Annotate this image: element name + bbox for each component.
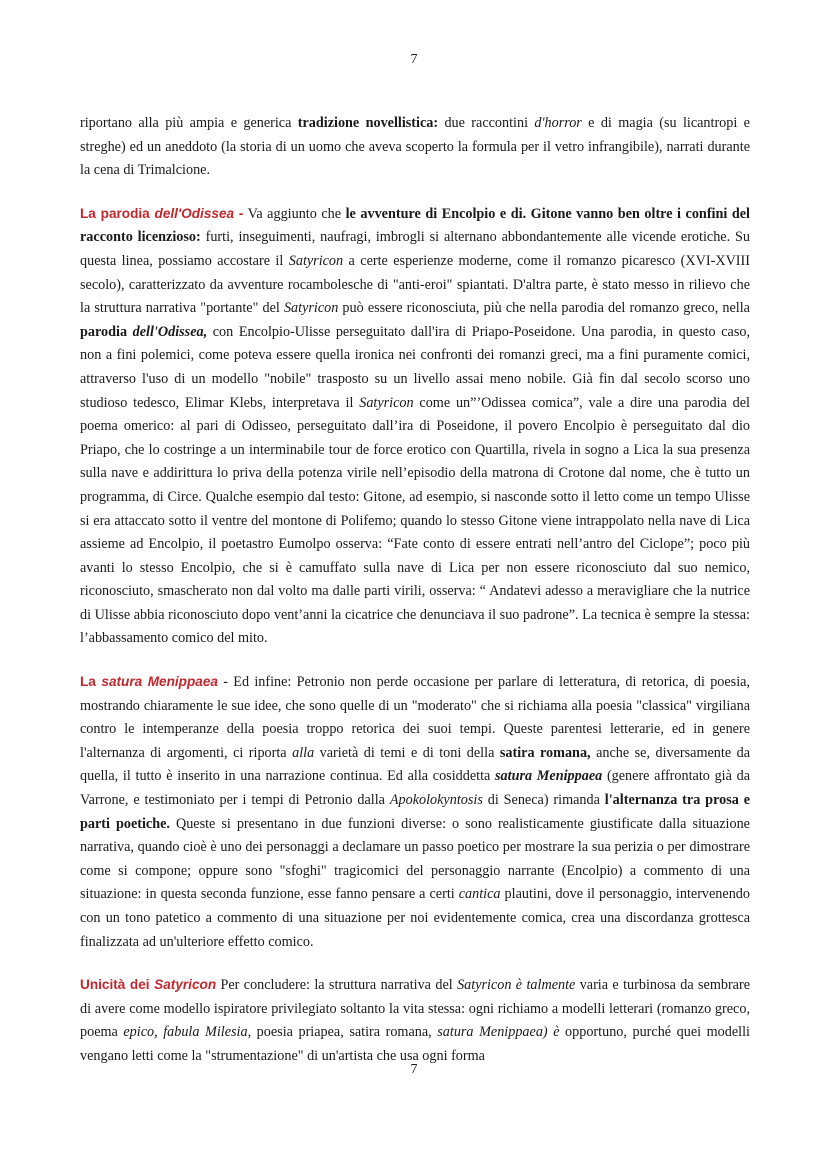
section-heading-satura: La satura Menippaea: [80, 674, 218, 690]
page-body: [80, 112, 750, 1088]
paragraph-parodia-odissea: La parodia dell'Odissea - Va aggiunto che le avventure di Encolpio e di. Gitone vanno ben oltre i confini del racconto licenzioso: furti, inseguimenti, naufragi, imbrogli si alternano abbondantemente alle vicende erotiche. Su questa linea, possiamo accostare il Satyricon a certe esperienze moderne, come il romanzo picaresco (XVI-XVIII secolo), caratterizzato da avventure rocambolesche di "anti-eroi" spiantati. D'altra parte, è stato messo in rilievo che la struttura narrativa "portante" del Satyricon può essere riconosciuta, più che nella parodia del romanzo greco, nella parodia dell'Odissea, con Encolpio-Ulisse perseguitato dall'ira di Priapo-Poseidone. Una parodia, in questo caso, non a fini polemici, come poteva essere quella ironica nei confronti dei romanzi greci, ma a fini puramente comici, attraverso l'uso di un modello "nobile" trasposto su un livello assai meno nobile. Già fin dal secolo scorso uno studioso tedesco, Elimar Klebs, interpretava il Satyricon come un”’Odissea comica”, vale a dire una parodia del poema omerico: al pari di Odisseo, perseguitato dall’ira di Poseidone, il povero Encolpio è perseguitato dal dio Priapo, che lo costringe a un interminabile tour de force erotico con Quartilla, rivela in sogno a Lica la sua presenza sulla nave e addirittura lo priva della potenza virile nell’episodio della matrona di Crotone dal nome, che è tutto un programma, di Circe. Qualche esempio dal testo: Gitone, ad esempio, si nasconde sotto il letto come un tempo Ulisse si era attaccato sotto il ventre del montone di Polifemo; quando lo stesso Gitone viene intrappolato nella nave di Lica assieme ad Encolpio, il poetastro Eumolpo osserva: “Fate conto di essere entrati nell’antro del Ciclope”; poco più avanti lo stesso Encolpio, che si è camuffato sulla nave di Lica per non essere riconosciuto dal suo nemico, riconosciuto, smascherato non dal volto ma dalle parti virili, osserva: “ Andatevi adesso a meravigliare che la nutrice di Ulisse abbia riconosciuto dopo vent’anni la cicatrice che denunciava il suo padrone”. La tecnica è sempre la stessa: l’abbassamento comico del mito.: [80, 205, 751, 647]
section-heading-parodia: La parodia dell'Odissea -: [80, 205, 244, 221]
section-heading-unicita: Unicità dei Satyricon: [80, 977, 217, 993]
page-number-bottom: 7: [410, 1062, 418, 1077]
paragraph-novellistica: riportano alla più ampia e generica tradizione novellistica: due raccontini d'horror e di magia (su licantropi e streghe) ed un aneddoto (la storia di un uomo che aveva scoperto la formula per il vetro infrangibile), narrati durante la cena di Trimalcione.: [80, 115, 750, 179]
paragraph-unicita: Unicità dei Satyricon Per concludere: la struttura narrativa del Satyricon è talmente varia e turbinosa da sembrare di avere come modello ispiratore privilegiato soltanto la vita stessa: ogni richiamo a modelli letterari (romanzo greco, poema epico, fabula Milesia, poesia priapea, satira romana, satura Menippaea) è opportuno, purché quei modelli vengano letti come la "strumentazione" di un'artista che usa ogni forma: [80, 977, 751, 1064]
paragraph-satura-menippaea: La satura Menippaea - Ed infine: Petronio non perde occasione per parlare di letteratura, di retorica, di poesia, mostrando chiaramente le sue idee, che sono quelle di un "moderato" che si richiama alla poesia "classica" virgiliana contro le intemperanze della poesia troppo retorica dei suoi tempi. Queste parentesi letterarie, ed in genere l'alternanza di argomenti, ci riporta alla varietà di temi e di toni della satira romana, anche se, diversamente da quella, il tutto è inserito in una narrazione continua. Ed alla cosiddetta satura Menippaea (genere affrontato già da Varrone, e testimoniato per i tempi di Petronio dalla Apokolokyntosis di Seneca) rimanda l'alternanza tra prosa e parti poetiche. Queste si presentano in due funzioni diverse: o sono realisticamente giustificate dalla situazione narrativa, quando cioè è uno dei personaggi a declamare un passo poetico per mostrare la sua perizia o per dimostrare come si compone; oppure sono "sfoghi" tragicomici del personaggio narrante (Encolpio) a commento di una situazione: in questa seconda funzione, esse fanno pensare a certi cantica plautini, dove il personaggio, intervenendo con un tono patetico a commento di una situazione per noi evidentemente comica, crea una discordanza grottesca finalizzata ad un'ulteriore effetto comico.: [80, 674, 751, 950]
page-number-top: 7: [410, 52, 418, 67]
